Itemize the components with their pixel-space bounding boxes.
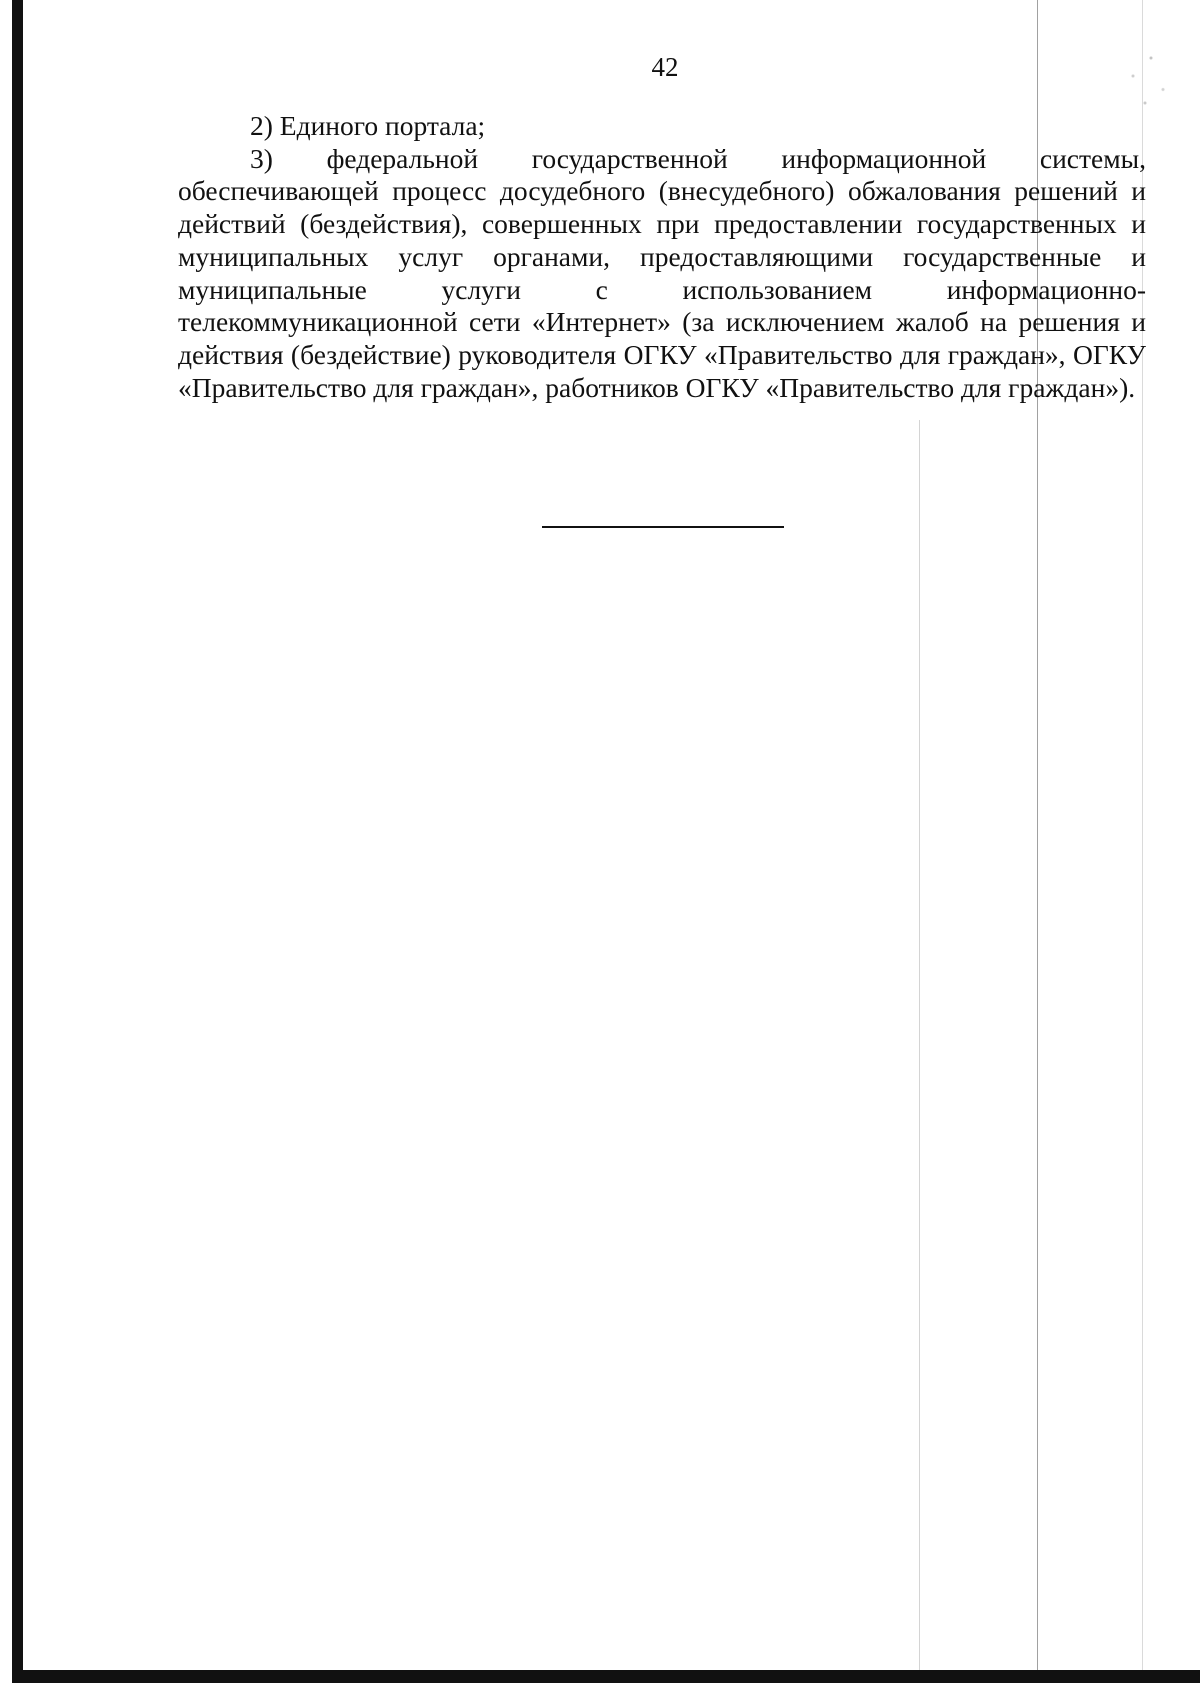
document-body [178,110,1146,404]
page-number: 42 [651,52,679,82]
scan-bottom-border [12,1670,1200,1683]
list-item-3: 3) федеральной государственной информационной системы, обеспечивающей процесс досудебного (внесудебного) обжалования решений и действий (бездействия), совершенных при предоставлении государственных и муниципальных услуг органами, предоставляющими государственные и муниципальные услуги с использованием информационно-телекоммуникационной сети «Интернет» (за исключением жалоб на решения и действия (бездействие) руководителя ОГКУ «Правительство для граждан», ОГКУ «Правительство для граждан», работников ОГКУ «Правительство для граждан»). [178,142,1146,403]
scan-left-border [12,0,23,1682]
closing-separator-line [542,526,784,528]
list-item-2: 2) Единого портала; [250,110,486,141]
scan-faint-line [919,420,920,1670]
